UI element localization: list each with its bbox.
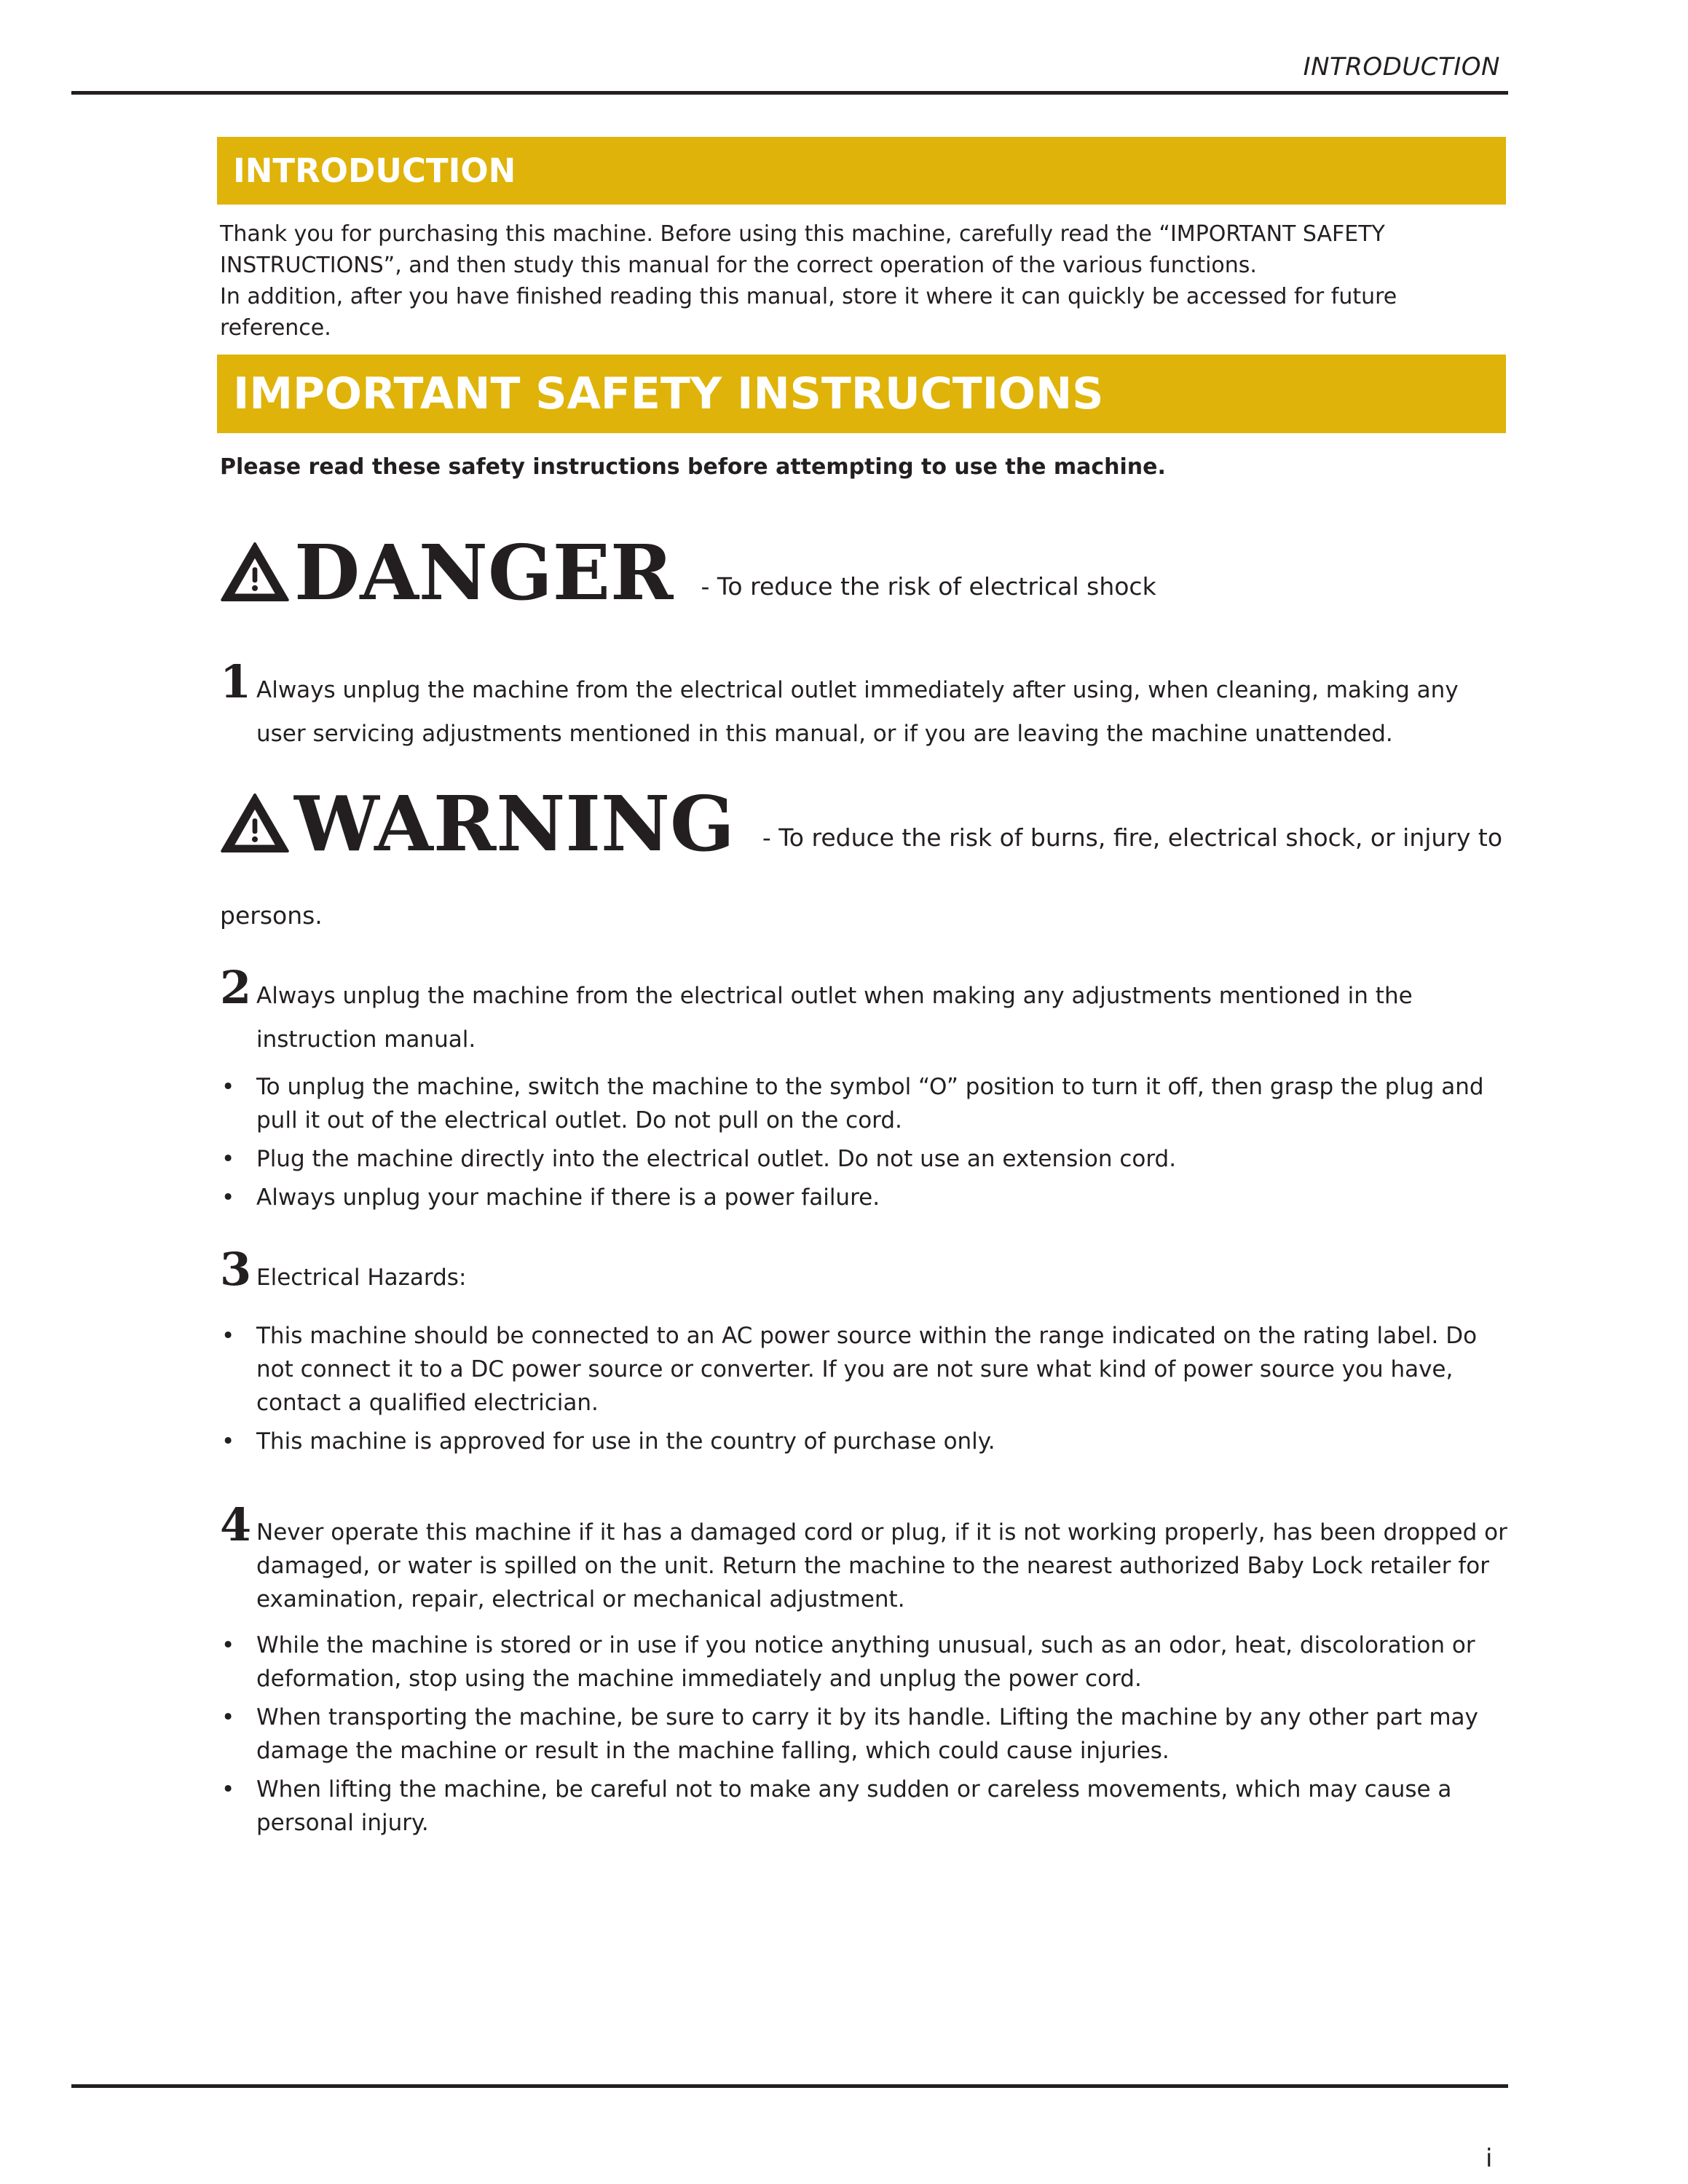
- warning-note-continuation: persons.: [220, 901, 323, 930]
- safety-heading: IMPORTANT SAFETY INSTRUCTIONS: [217, 355, 1506, 433]
- bullet-item: • This machine should be connected to an AC power source within the range indicated on the rating label. Do not connect it to a DC power source or converter. If you are not sure what kind of power source you have, contact a qualified electrician.: [220, 1319, 1509, 1420]
- bullet-item: • This machine is approved for use in the country of purchase only.: [220, 1425, 1509, 1458]
- danger-heading: [220, 528, 1156, 617]
- bullet-item: • When lifting the machine, be careful not to make any sudden or careless movements, which may cause a personal injury.: [220, 1773, 1509, 1840]
- item-text: Electrical Hazards:: [256, 1265, 467, 1291]
- item-number: 3: [220, 1243, 252, 1296]
- warning-note: - To reduce the risk of burns, fire, electrical shock, or injury to: [762, 823, 1503, 852]
- item-text: Always unplug the machine from the electrical outlet when making any adjustments mentioned in the instruction manual.: [256, 983, 1413, 1053]
- intro-paragraph-2: In addition, after you have finished reading this manual, store it where it can quickly be accessed for future reference.: [220, 284, 1397, 341]
- intro-paragraph: Thank you for purchasing this machine. Before using this machine, carefully read the “IMPORTANT SAFETY INSTRUCTIONS”, and then study this manual for the correct operation of the various functions.: [220, 221, 1385, 278]
- item-2-bullets: [220, 1070, 1509, 1219]
- safety-item-2: [220, 961, 1509, 1061]
- bullet-item: • While the machine is stored or in use if you notice anything unusual, such as an odor, heat, discoloration or deformation, stop using the machine immediately and unplug the power cord.: [220, 1629, 1509, 1696]
- item-text: Never operate this machine if it has a damaged cord or plug, if it is not working properly, has been dropped or damaged, or water is spilled on the unit. Return the machine to the nearest authorized Baby Lock retailer for examination, repair, electrical or mechanical adjustment.: [256, 1519, 1507, 1613]
- bullet-item: • To unplug the machine, switch the machine to the symbol “O” position to turn it off, then grasp the plug and pull it out of the electrical outlet. Do not pull on the cord.: [220, 1070, 1509, 1137]
- warning-triangle-icon: [220, 541, 290, 602]
- warning-word: WARNING: [294, 779, 735, 869]
- item-number: 1: [220, 655, 252, 708]
- item-3-bullets: [220, 1319, 1509, 1463]
- safety-item-3: [220, 1243, 1509, 1299]
- bullet-item: • When transporting the machine, be sure to carry it by its handle. Lifting the machine by any other part may damage the machine or result in the machine falling, which could cause injuries.: [220, 1701, 1509, 1768]
- bullet-item: • Always unplug your machine if there is a power failure.: [220, 1181, 1509, 1214]
- bullet-item: • Plug the machine directly into the electrical outlet. Do not use an extension cord.: [220, 1142, 1509, 1176]
- page-number: i: [1486, 2144, 1493, 2173]
- header-rule: [71, 91, 1508, 95]
- warning-heading: [220, 779, 1503, 869]
- warning-triangle-icon: [220, 792, 290, 853]
- item-4-bullets: [220, 1629, 1509, 1845]
- running-header: INTRODUCTION: [1303, 52, 1500, 82]
- introduction-heading: INTRODUCTION: [217, 137, 1506, 205]
- item-number: 2: [220, 961, 252, 1014]
- danger-word: DANGER: [294, 528, 674, 617]
- safety-lead: Please read these safety instructions before attempting to use the machine.: [220, 454, 1166, 480]
- safety-item-1: [220, 655, 1509, 756]
- danger-note: - To reduce the risk of electrical shock: [701, 572, 1156, 601]
- footer-rule: [71, 2084, 1508, 2088]
- item-number: 4: [220, 1498, 252, 1551]
- safety-item-4: [220, 1498, 1509, 1616]
- item-text: Always unplug the machine from the electrical outlet immediately after using, when cleaning, making any user servicing adjustments mentioned in this manual, or if you are leaving the machine unattended.: [256, 677, 1459, 747]
